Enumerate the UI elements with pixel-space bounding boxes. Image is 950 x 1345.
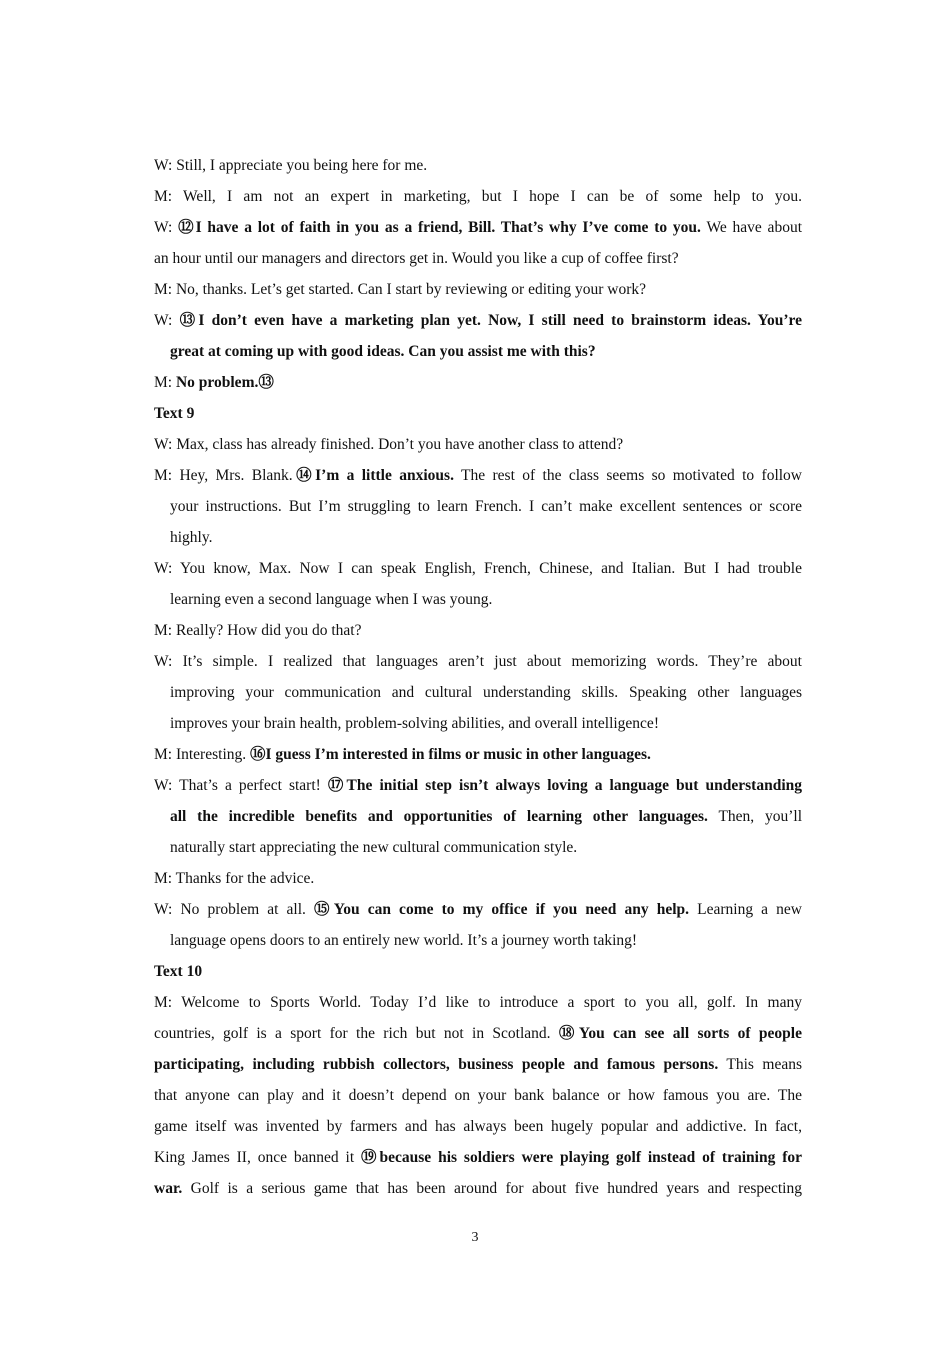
- text-line: M: Welcome to Sports World. Today I’d like to introduce a sport to you all, golf. In many: [154, 994, 802, 1011]
- text-line: language opens doors to an entirely new world. It’s a journey worth taking!: [170, 932, 638, 949]
- text-line: M: Thanks for the advice.: [154, 870, 315, 887]
- text-line: W: Max, class has already finished. Don’t you have another class to attend?: [154, 436, 624, 453]
- text-line: M: No, thanks. Let’s get started. Can I start by reviewing or editing your work?: [154, 281, 647, 298]
- text-line: M: Well, I am not an expert in marketing, but I hope I can be of some help to you.: [154, 188, 802, 205]
- text-line: M: No problem.⑬: [154, 374, 274, 391]
- text-line: W: That’s a perfect start! ⑰The initial step isn’t always loving a language but understanding: [154, 777, 802, 794]
- text-line: all the incredible benefits and opportunities of learning other languages. Then, you’ll: [170, 808, 802, 825]
- text-line: W: It’s simple. I realized that languages aren’t just about memorizing words. They’re about: [154, 653, 802, 670]
- text-line: game itself was invented by farmers and has always been hugely popular and addictive. In fact,: [154, 1118, 802, 1135]
- text-line: an hour until our managers and directors get in. Would you like a cup of coffee first?: [154, 250, 679, 267]
- text-line: W: No problem at all. ⑮You can come to my office if you need any help. Learning a new: [154, 901, 802, 918]
- text-line: highly.: [170, 529, 213, 546]
- page-number: 3: [471, 1230, 479, 1245]
- text-line: that anyone can play and it doesn’t depend on your bank balance or how famous you are. The: [154, 1087, 802, 1104]
- text-line: improves your brain health, problem-solving abilities, and overall intelligence!: [170, 715, 659, 732]
- text-line: W: You know, Max. Now I can speak English, French, Chinese, and Italian. But I had trouble: [154, 560, 802, 577]
- text-line: naturally start appreciating the new cultural communication style.: [170, 839, 578, 856]
- section-heading: Text 9: [154, 405, 195, 422]
- text-line: M: Interesting. ⑯I guess I’m interested in films or music in other languages.: [154, 746, 651, 763]
- text-line: countries, golf is a sport for the rich but not in Scotland. ⑱You can see all sorts of people: [154, 1025, 802, 1042]
- section-heading: Text 10: [154, 963, 203, 980]
- text-line: participating, including rubbish collectors, business people and famous persons. This means: [154, 1056, 802, 1073]
- text-line: learning even a second language when I was young.: [170, 591, 493, 608]
- text-line: King James II, once banned it ⑲because his soldiers were playing golf instead of training for: [154, 1149, 802, 1166]
- text-line: W: ⑬I don’t even have a marketing plan yet. Now, I still need to brainstorm ideas. You’re: [154, 312, 802, 329]
- text-line: W: ⑫I have a lot of faith in you as a friend, Bill. That’s why I’ve come to you. We have about: [154, 219, 802, 236]
- text-line: W: Still, I appreciate you being here for me.: [154, 157, 428, 174]
- text-line: M: Really? How did you do that?: [154, 622, 362, 639]
- text-line: your instructions. But I’m struggling to learn French. I can’t make excellent sentences or score: [170, 498, 802, 515]
- text-line: M: Hey, Mrs. Blank.⑭I’m a little anxious. The rest of the class seems so motivated to follow: [154, 467, 803, 484]
- text-line: improving your communication and cultural understanding skills. Speaking other languages: [170, 684, 802, 701]
- text-line: war. Golf is a serious game that has been around for about five hundred years and respecting: [154, 1180, 802, 1197]
- text-line: great at coming up with good ideas. Can you assist me with this?: [170, 343, 596, 360]
